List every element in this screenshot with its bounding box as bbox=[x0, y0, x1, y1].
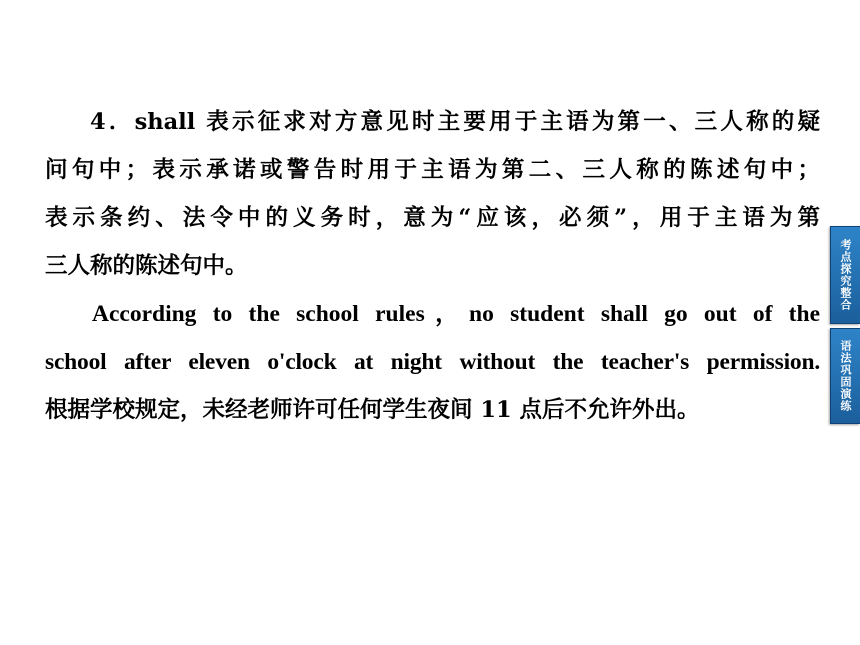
text-line: According to the school rules，no student shall go out of the bbox=[92, 301, 820, 327]
nav-tab-kaodian-tanjiu-zhenghe[interactable] bbox=[830, 226, 860, 324]
text-line: 表示条约、法令中的义务时，意为“应该，必须”，用于主语为第 bbox=[45, 205, 820, 231]
nav-tab-label: 考点探究整合 bbox=[839, 239, 852, 311]
text-line: 问句中；表示承诺或警告时用于主语为第二、三人称的陈述句中； bbox=[45, 157, 820, 183]
nav-tab-label: 语法巩固演练 bbox=[839, 340, 852, 412]
example-sentence-english bbox=[45, 290, 820, 386]
explanation-paragraph bbox=[45, 98, 820, 290]
text-line: school after eleven o'clock at night without the teacher's permission. bbox=[45, 349, 820, 375]
text-line: 三人称的陈述句中。 bbox=[45, 253, 248, 279]
slide-body bbox=[45, 98, 820, 434]
text-line: 4．shall 表示征求对方意见时主要用于主语为第一、三人称的疑 bbox=[90, 109, 820, 135]
nav-tab-yufa-gonggu-yanlian[interactable] bbox=[830, 328, 860, 424]
example-sentence-chinese bbox=[45, 386, 820, 434]
text-line: 根据学校规定，未经老师许可任何学生夜间 11 点后不允许外出。 bbox=[45, 397, 700, 423]
